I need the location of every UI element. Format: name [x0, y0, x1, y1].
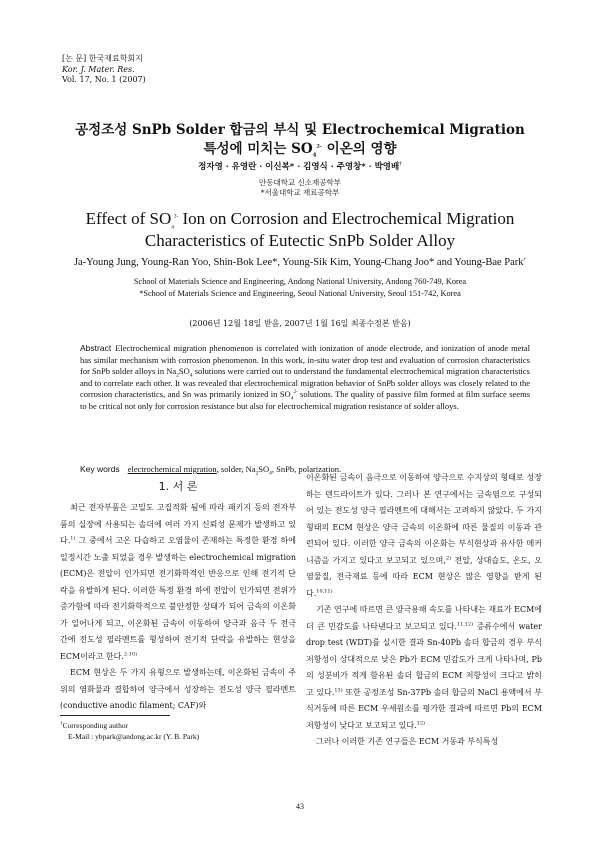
body-column-left	[60, 500, 296, 715]
affiliation-english-line2: *School of Materials Science and Engineering, Seoul National University, Seoul 151-742, Korea	[139, 289, 461, 298]
title-korean-line1: 공정조성 SnPb Solder 합금의 부식 및 Electrochemical Migration	[75, 122, 525, 138]
affiliation-english-line1: School of Materials Science and Engineering, Andong National University, Andong 760-749, Korea	[133, 277, 467, 286]
title-korean-line2: 특성에 미치는 $SO_4^{2-}$ 이온의 영향	[203, 141, 397, 159]
title-english-line2: Characteristics of Eutectic SnPb Solder Alloy	[144, 231, 456, 250]
received-dates: (2006년 12월 18일 받음, 2007년 1월 16일 최종수정본 받음)	[189, 319, 411, 328]
paragraph: 최근 전자부품은 고밀도 고집적화 됨에 따라 패키지 등의 전자부품의 실장에 사용되는 솔더에 여러 가지 신뢰성 문제가 발생하고 있다.$^{1)}$ 그 중에서 고온 다습하고 오염물이 존재하는 특정한 환경 하에 일정시간 노출 되었을 경우 발생하는 electrochemical migration (ECM)은 전압이 인가되면 전기화학적인 반응으로 인해 전기적 단락을 유발하게 된다. 이러한 특정 환경 하에 전압이 인가되면 전위가 증가함에 따라 전기화학적으로 불안정한 상태가 되어 금속의 이온화가 일어나게 되고, 이온화된 금속이 이동하여 양극과 음극 두 전극 간에 전도성 필라멘트를 형성하여 전기적 단락을 유발하는 현상을 ECM이라고 한다.$^{2-10)}$	[60, 503, 296, 661]
section-heading-introduction: 1. 서 론	[158, 480, 198, 493]
journal-name-kr: [논 문] 한국재료학회지	[62, 54, 143, 63]
journal-volume: Vol. 17, No. 1 (2007)	[62, 75, 146, 84]
affiliation-korean-line2: *서울대학교 재료공학부	[260, 188, 340, 197]
paragraph: 기존 연구에 따르면 큰 양극용해 속도를 나타내는 재료가 ECM에 더 큰 민감도를 나타낸다고 보고되고 있다.$^{11,12)}$ 증류수에서 water drop test (WDT)를 실시한 결과 Sn-40Pb 솔더 합금의 경우 부식 저항성이 상대적으로 낮은 Pb가 ECM 민감도가 크게 나타나며, Pb의 성분비가 적게 함유된 솔더 합금의 ECM 저항성이 크다고 밝히고 있다.$^{13)}$ 또한 공정조성 Sn-37Pb 솔더 합금의 NaCl 용액에서 부식거동에 따른 ECM 우세원소를 평가한 결과에 따르면 Pb의 ECM 저항성이 낮다고 보고되고 있다.$^{12)}$	[306, 605, 542, 730]
paragraph: 이온화된 금속이 음극으로 이동하여 양극으로 수지상의 형태로 성장하는 덴드라이트가 있다. 그러나 본 연구에서는 금속염으로 구성되어 있는 전도성 양극 필라멘트에 대해서는 고려하지 않았다. 두 가지 형태의 ECM 현상은 양극 금속의 이온화에 따른 물질의 이동과 관련되어 있다. 이러한 양극 금속의 이온화는 부식현상과 유사한 메커니즘을 가지고 있다고 보고되고 있으며,$^{2)}$ 전압, 상대습도, 온도, 오염물질, 전극재료 등에 따라 ECM 현상은 많은 영향을 받게 된다.$^{10,11)}$	[306, 473, 542, 598]
title-english-line1: Effect of $SO_4^{2-}$ Ion on Corrosion and Electrochemical Migration	[85, 209, 515, 231]
journal-name-en: Kor. J. Mater. Res.	[62, 64, 135, 74]
journal-header	[62, 54, 146, 86]
paragraph: 그러나 이러한 기존 연구들은 ECM 거동과 부식특성	[316, 737, 499, 746]
abstract: Abstract Electrochemical migration phenomenon is correlated with ionization of anode electrode, and ionization of anode metal has similar mechanism with corrosion phenomenon. In this work, in-situ water drop test and evaluation of corrosion characteristics for SnPb solder alloys in $Na_2SO_4$ solutions were carried out to understand the fundamental electrochemical migration characteristics and to correlate each other. It was revealed that electrochemical migration behavior of SnPb solder alloys was closely related to the corrosion characteristics, and Sn was primarily ionized in $SO_4^{2-}$ solutions. The quality of passive film formed at film surface seems to be critical not only for corrosion resistance but also for electrochemical migration resistance of solder alloys.	[80, 343, 530, 411]
affiliation-english	[0, 276, 600, 300]
affiliation-korean-line1: 안동대학교 신소재공학부	[258, 178, 342, 187]
authors-korean: 정자영 · 유영란 · 이신복* · 김영식 · 주영창* · 박영배†	[198, 161, 402, 172]
paragraph: ECM 현상은 두 가지 유형으로 발생하는데, 이온화된 금속이 주위의 염화물과 결합하여 양극에서 성장하는 전도성 양극 필라멘트(conductive anodic filament; CAF)와	[60, 668, 296, 710]
title-korean	[0, 121, 600, 159]
body-column-right	[306, 470, 542, 751]
abstract-label: Abstract	[80, 343, 112, 353]
footnote-corresponding: †Corresponding author	[60, 721, 129, 730]
affiliation-korean	[0, 178, 600, 198]
footnote-rule	[60, 715, 170, 716]
keywords: Key words electrochemical migration, solder, $Na_2SO_4$, SnPb, polarization.	[80, 464, 342, 477]
authors-english: Ja-Young Jung, Young-Ran Yoo, Shin-Bok Lee*, Young-Sik Kim, Young-Chang Joo* and Young-Bae Park†	[73, 257, 527, 268]
page-number: 43	[296, 802, 304, 811]
footnote	[60, 720, 199, 742]
keywords-label: Key words	[80, 464, 120, 474]
footnote-email: E-Mail : ybpark@andong.ac.kr (Y. B. Park)	[68, 732, 200, 741]
title-english	[0, 208, 600, 252]
